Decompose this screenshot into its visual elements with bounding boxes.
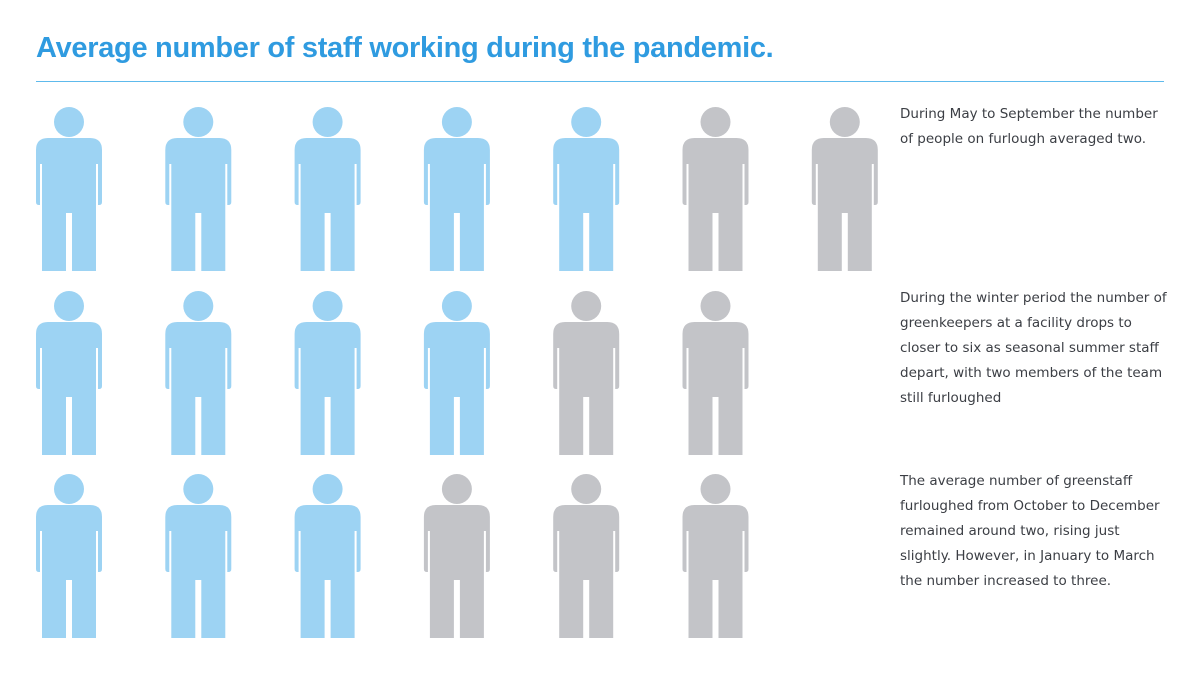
working-staff-person-icon [295, 291, 361, 455]
pictogram-row-summer [36, 105, 876, 275]
working-staff-person-icon [36, 291, 102, 455]
furloughed-staff-person-icon [424, 474, 490, 638]
annotation-winter: During the winter period the number of greenkeepers at a facility drops to closer to six as seasonal summer staff depart, with two members of the team still furloughed [900, 290, 1167, 406]
furloughed-staff-person-icon [683, 107, 749, 271]
working-staff-person-icon [424, 291, 490, 455]
pictogram-svg [36, 105, 876, 275]
working-staff-person-icon [295, 107, 361, 271]
furloughed-staff-person-icon [683, 474, 749, 638]
pictogram-row-oct-mar [36, 472, 876, 642]
pictogram-svg [36, 289, 876, 459]
furloughed-staff-person-icon [683, 291, 749, 455]
working-staff-person-icon [553, 107, 619, 271]
working-staff-person-icon [424, 107, 490, 271]
furloughed-staff-person-icon [812, 107, 878, 271]
working-staff-person-icon [36, 107, 102, 271]
annotation-summer: During May to September the number of people on furlough averaged two. [900, 106, 1158, 147]
working-staff-person-icon [36, 474, 102, 638]
pictogram-svg [36, 472, 876, 642]
chart-title: Average number of staff working during the pandemic. [36, 32, 774, 64]
working-staff-person-icon [295, 474, 361, 638]
pictogram-row-winter [36, 289, 876, 459]
working-staff-person-icon [165, 474, 231, 638]
furloughed-staff-person-icon [553, 474, 619, 638]
working-staff-person-icon [165, 291, 231, 455]
working-staff-person-icon [165, 107, 231, 271]
annotation-oct-mar: The average number of greenstaff furloughed from October to December remained around two, rising just slightly. However, in January to March the number increased to three. [900, 473, 1160, 589]
title-divider [36, 81, 1164, 82]
furloughed-staff-person-icon [553, 291, 619, 455]
